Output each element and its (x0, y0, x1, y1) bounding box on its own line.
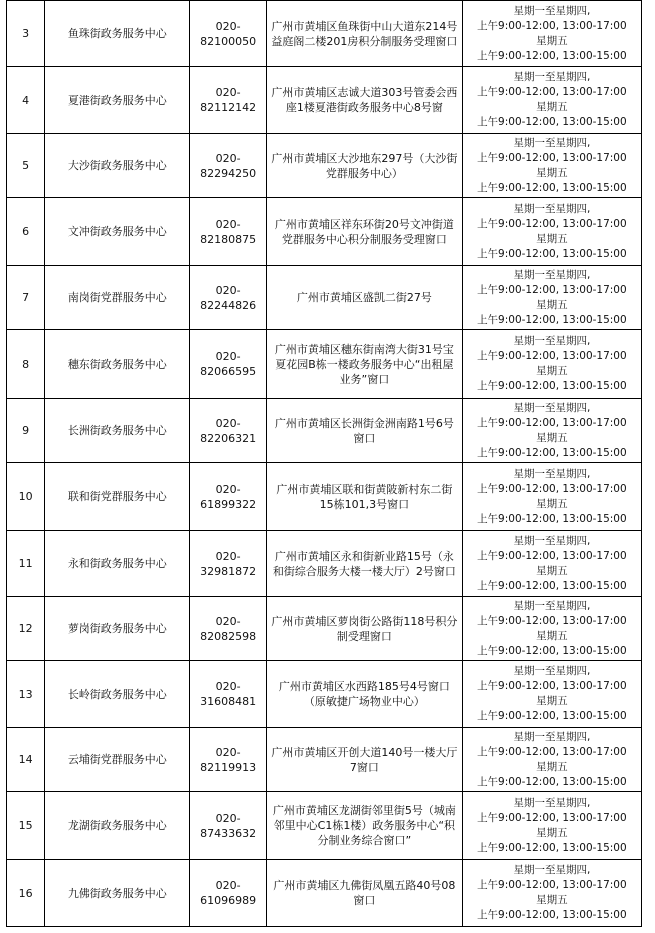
hours-line: 上午9:00-12:00, 13:00-15:00 (477, 644, 627, 657)
hours-line: 星期一至星期四, (513, 599, 591, 612)
row-number: 10 (7, 463, 45, 531)
address: 广州市黄埔区龙湖街邻里街5号（城南邻里中心C1栋1楼）政务服务中心“积分制业务综合窗口” (266, 792, 462, 860)
hours-line: 星期五 (536, 894, 568, 906)
center-name: 九佛街政务服务中心 (45, 860, 190, 927)
row-number: 14 (7, 728, 45, 792)
hours-line: 上午9:00-12:00, 13:00-17:00 (477, 482, 627, 495)
table-row (7, 1, 642, 67)
row-number: 4 (7, 67, 45, 134)
table-row (7, 134, 642, 198)
table-row (7, 531, 642, 597)
hours-line: 星期五 (536, 826, 568, 839)
row-number: 16 (7, 860, 45, 927)
hours-line: 星期五 (536, 497, 568, 510)
center-name: 永和街政务服务中心 (45, 531, 190, 597)
hours-line: 上午9:00-12:00, 13:00-17:00 (477, 283, 627, 296)
center-name: 大沙街政务服务中心 (45, 134, 190, 198)
center-name: 鱼珠街政务服务中心 (45, 1, 190, 67)
hours-line: 上午9:00-12:00, 13:00-15:00 (477, 313, 627, 326)
hours-line: 星期一至星期四, (513, 335, 591, 347)
office-hours (462, 134, 641, 198)
hours-line: 上午9:00-12:00, 13:00-15:00 (477, 909, 627, 921)
row-number: 12 (7, 597, 45, 661)
hours-line: 上午9:00-12:00, 13:00-15:00 (477, 380, 627, 392)
hours-line: 上午9:00-12:00, 13:00-17:00 (477, 19, 627, 32)
hours-line: 星期一至星期四, (513, 71, 591, 83)
hours-line: 星期一至星期四, (513, 268, 591, 281)
center-name: 联和街党群服务中心 (45, 463, 190, 531)
address: 广州市黄埔区盛凯二街27号 (266, 266, 462, 330)
row-number: 7 (7, 266, 45, 330)
center-name: 长岭街政务服务中心 (45, 661, 190, 728)
hours-line: 星期五 (536, 166, 568, 179)
table-row (7, 266, 642, 330)
hours-line: 上午9:00-12:00, 13:00-15:00 (477, 710, 627, 722)
hours-line: 上午9:00-12:00, 13:00-17:00 (477, 86, 627, 98)
hours-line: 上午9:00-12:00, 13:00-15:00 (477, 841, 627, 854)
hours-line: 上午9:00-12:00, 13:00-17:00 (477, 811, 627, 824)
hours-line: 上午9:00-12:00, 13:00-17:00 (477, 416, 627, 429)
address: 广州市黄埔区长洲街金洲南路1号6号窗口 (266, 399, 462, 463)
phone-number: 020-82244826 (190, 266, 267, 330)
hours-line: 星期五 (536, 34, 568, 47)
hours-line: 星期五 (536, 101, 568, 113)
table-row (7, 728, 642, 792)
hours-line: 星期一至星期四, (513, 534, 591, 547)
phone-number: 020-82082598 (190, 597, 267, 661)
hours-line: 上午9:00-12:00, 13:00-15:00 (477, 512, 627, 525)
table-row (7, 860, 642, 927)
phone-number: 020-82206321 (190, 399, 267, 463)
office-hours (462, 860, 641, 927)
row-number: 8 (7, 330, 45, 399)
center-name: 文冲街政务服务中心 (45, 198, 190, 266)
center-name: 萝岗街政务服务中心 (45, 597, 190, 661)
phone-number: 020-82294250 (190, 134, 267, 198)
office-hours (462, 531, 641, 597)
hours-line: 星期一至星期四, (513, 730, 591, 743)
hours-line: 星期一至星期四, (513, 4, 591, 17)
office-hours (462, 198, 641, 266)
hours-line: 上午9:00-12:00, 13:00-15:00 (477, 181, 627, 194)
address: 广州市黄埔区萝岗街公路街118号积分制受理窗口 (266, 597, 462, 661)
service-center-table (6, 0, 642, 927)
phone-number: 020-82066595 (190, 330, 267, 399)
hours-line: 星期一至星期四, (513, 665, 591, 677)
table-row (7, 330, 642, 399)
hours-line: 星期五 (536, 564, 568, 577)
row-number: 5 (7, 134, 45, 198)
table-row (7, 661, 642, 728)
address: 广州市黄埔区开创大道140号一楼大厅7窗口 (266, 728, 462, 792)
hours-line: 星期五 (536, 695, 568, 707)
center-name: 穗东街政务服务中心 (45, 330, 190, 399)
office-hours (462, 330, 641, 399)
hours-line: 星期五 (536, 431, 568, 444)
hours-line: 上午9:00-12:00, 13:00-17:00 (477, 879, 627, 891)
phone-number: 020-31608481 (190, 661, 267, 728)
address: 广州市黄埔区永和街新业路15号（永和街综合服务大楼一楼大厅）2号窗口 (266, 531, 462, 597)
table-row (7, 399, 642, 463)
phone-number: 020-61899322 (190, 463, 267, 531)
hours-line: 上午9:00-12:00, 13:00-17:00 (477, 350, 627, 362)
center-name: 南岗街党群服务中心 (45, 266, 190, 330)
hours-line: 星期一至星期四, (513, 136, 591, 149)
row-number: 6 (7, 198, 45, 266)
hours-line: 上午9:00-12:00, 13:00-17:00 (477, 549, 627, 562)
office-hours (462, 266, 641, 330)
row-number: 3 (7, 1, 45, 67)
address: 广州市黄埔区祥东环街20号文冲街道党群服务中心积分制服务受理窗口 (266, 198, 462, 266)
hours-line: 星期五 (536, 629, 568, 642)
phone-number: 020-61096989 (190, 860, 267, 927)
phone-number: 020-32981872 (190, 531, 267, 597)
row-number: 13 (7, 661, 45, 728)
office-hours (462, 463, 641, 531)
center-name: 夏港街政务服务中心 (45, 67, 190, 134)
hours-line: 星期五 (536, 365, 568, 377)
row-number: 15 (7, 792, 45, 860)
hours-line: 星期一至星期四, (513, 401, 591, 414)
table-row (7, 597, 642, 661)
phone-number: 020-82112142 (190, 67, 267, 134)
center-name: 龙湖街政务服务中心 (45, 792, 190, 860)
hours-line: 上午9:00-12:00, 13:00-15:00 (477, 579, 627, 592)
hours-line: 星期一至星期四, (513, 864, 591, 876)
address: 广州市黄埔区穗东街南湾大街31号宝夏花园B栋一楼政务服务中心“出租屋业务”窗口 (266, 330, 462, 399)
table-row (7, 792, 642, 860)
table-row (7, 198, 642, 266)
table-row (7, 463, 642, 531)
hours-line: 上午9:00-12:00, 13:00-17:00 (477, 745, 627, 758)
office-hours (462, 792, 641, 860)
office-hours (462, 661, 641, 728)
hours-line: 上午9:00-12:00, 13:00-17:00 (477, 217, 627, 230)
hours-line: 星期五 (536, 232, 568, 245)
office-hours (462, 399, 641, 463)
office-hours (462, 67, 641, 134)
office-hours (462, 728, 641, 792)
hours-line: 上午9:00-12:00, 13:00-15:00 (477, 446, 627, 459)
row-number: 11 (7, 531, 45, 597)
hours-line: 星期一至星期四, (513, 796, 591, 809)
hours-line: 上午9:00-12:00, 13:00-15:00 (477, 116, 627, 128)
office-hours (462, 1, 641, 67)
hours-line: 上午9:00-12:00, 13:00-17:00 (477, 680, 627, 692)
office-hours (462, 597, 641, 661)
hours-line: 星期一至星期四, (513, 202, 591, 215)
hours-line: 上午9:00-12:00, 13:00-15:00 (477, 775, 627, 788)
table-body (7, 1, 642, 927)
phone-number: 020-82180875 (190, 198, 267, 266)
table-row (7, 67, 642, 134)
address: 广州市黄埔区鱼珠街中山大道东214号益庭阁二楼201房积分制服务受理窗口 (266, 1, 462, 67)
hours-line: 上午9:00-12:00, 13:00-15:00 (477, 247, 627, 260)
address: 广州市黄埔区联和街黄陂新村东二街15栋101,3号窗口 (266, 463, 462, 531)
row-number: 9 (7, 399, 45, 463)
center-name: 云埔街党群服务中心 (45, 728, 190, 792)
phone-number: 020-87433632 (190, 792, 267, 860)
hours-line: 上午9:00-12:00, 13:00-17:00 (477, 614, 627, 627)
hours-line: 星期五 (536, 298, 568, 311)
address: 广州市黄埔区九佛街凤凰五路40号08窗口 (266, 860, 462, 927)
hours-line: 上午9:00-12:00, 13:00-15:00 (477, 49, 627, 62)
address: 广州市黄埔区水西路185号4号窗口（原敏捷广场物业中心） (266, 661, 462, 728)
hours-line: 星期五 (536, 760, 568, 773)
hours-line: 上午9:00-12:00, 13:00-17:00 (477, 151, 627, 164)
phone-number: 020-82119913 (190, 728, 267, 792)
address: 广州市黄埔区大沙地东297号（大沙街党群服务中心） (266, 134, 462, 198)
phone-number: 020-82100050 (190, 1, 267, 67)
center-name: 长洲街政务服务中心 (45, 399, 190, 463)
address: 广州市黄埔区志诚大道303号管委会西座1楼夏港街政务服务中心8号窗 (266, 67, 462, 134)
hours-line: 星期一至星期四, (513, 467, 591, 480)
